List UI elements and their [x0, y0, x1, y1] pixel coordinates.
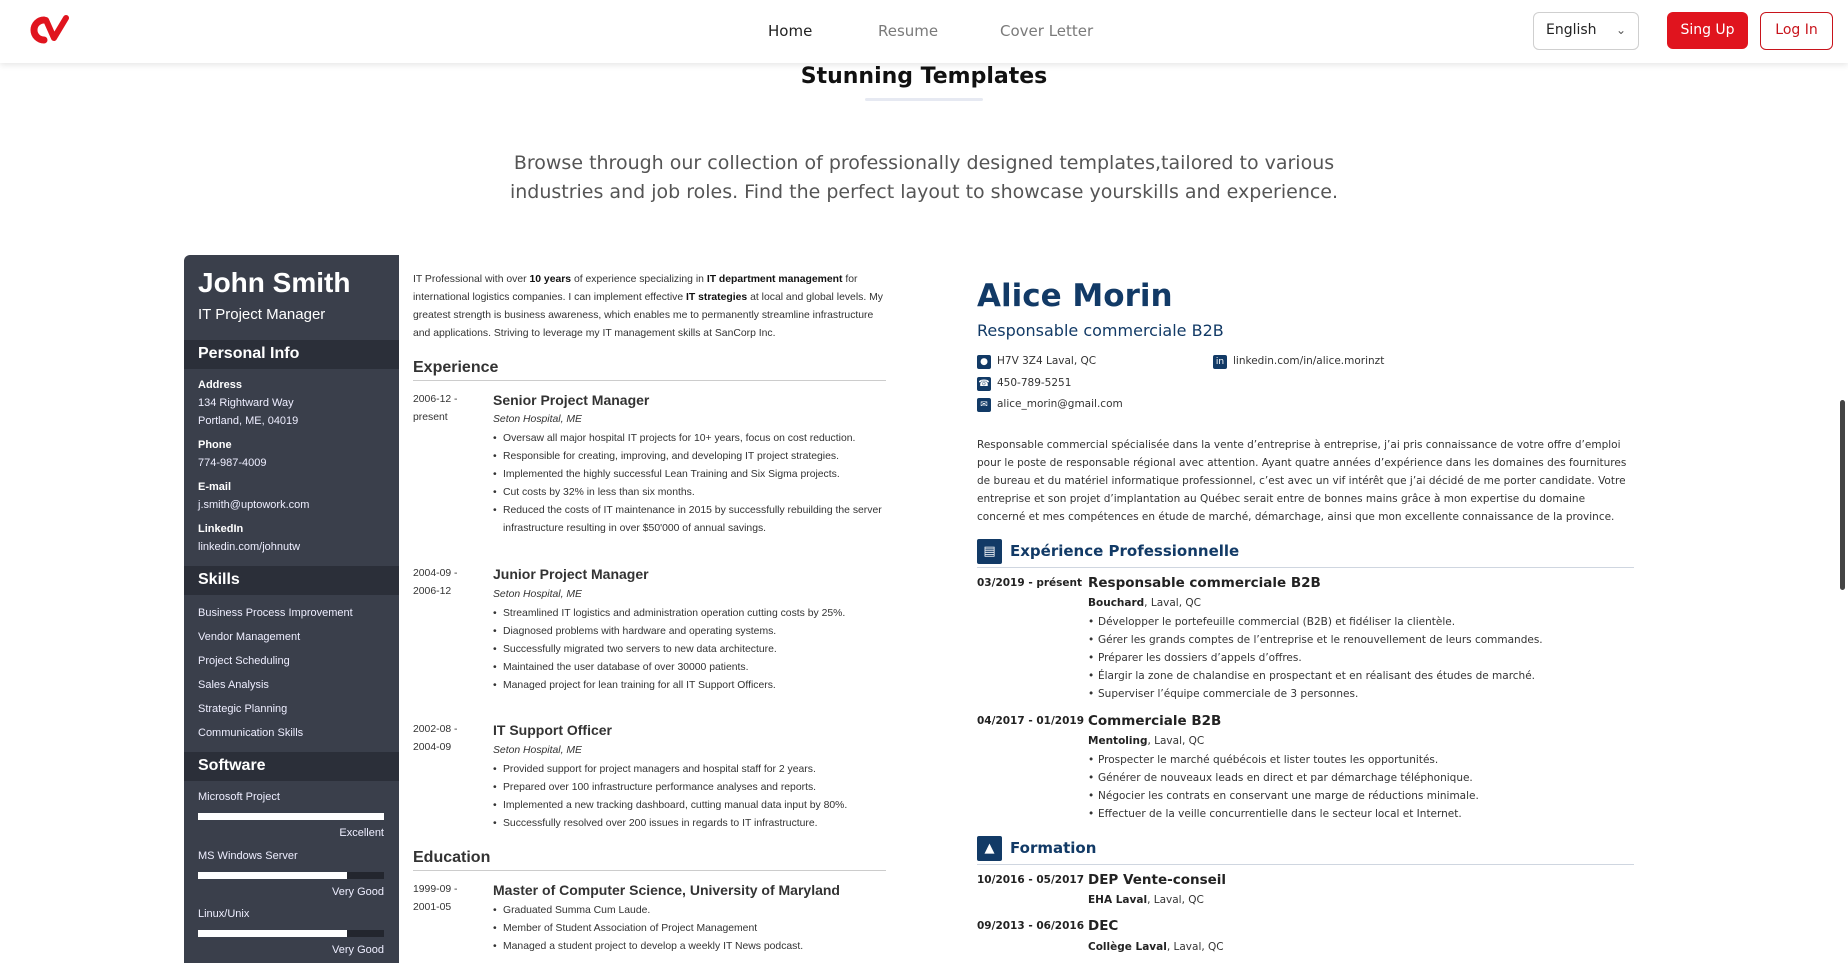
- address-label: Address: [198, 379, 243, 391]
- personal-info-heading: Personal Info: [184, 340, 399, 369]
- skill-item: Project Scheduling: [198, 655, 290, 667]
- job-bullets: • Streamlined IT logistics and administration operation cutting costs by 25%. • Diagnosed problems with hardware and operating systems. • Successfully migrated two servers to new data architecture. • Maintained the user database of over 30000 patients. • Managed project for lean training for all IT Support Officers.: [493, 605, 883, 695]
- education-bullets: • Graduated Summa Cum Laude. • Member of Student Association of Project Management • Managed a student project to develop a weekly IT News podcast.: [493, 902, 883, 956]
- section-title: Stunning Templates: [800, 64, 1048, 89]
- phone-icon: ☎: [978, 379, 990, 389]
- job-bullets: • Développer le portefeuille commercial (B2B) et fidéliser la clientèle. • Gérer les grands comptes de l’entreprise et le renouvellement de leurs commandes. • Préparer les dossiers d’appels d’offres. • Élargir la zone de chalandise en prospectant et en réalisant des études de marché. • Superviser l’équipe commerciale de 3 personnes.: [1088, 613, 1648, 703]
- resume-sidebar: [184, 255, 399, 963]
- briefcase-icon: ▤: [977, 539, 1002, 564]
- education-school: Collège Laval, Laval, QC: [1088, 941, 1224, 953]
- graduation-cap-icon: ▲: [977, 836, 1002, 861]
- software-name: Linux/Unix: [198, 908, 250, 920]
- chevron-down-icon: ⌄: [1615, 23, 1626, 37]
- skill-item: Sales Analysis: [198, 679, 269, 691]
- education-school: EHA Laval, Laval, QC: [1088, 894, 1204, 906]
- linkedin-label: LinkedIn: [198, 523, 244, 535]
- job-title: Junior Project Manager: [493, 566, 649, 582]
- top-navbar: [0, 0, 1848, 63]
- job-title: Commerciale B2B: [1088, 713, 1222, 729]
- phone-value: 450-789-5251: [997, 377, 1072, 389]
- login-button[interactable]: Log In: [1760, 12, 1833, 50]
- address-line-2: Portland, ME, 04019: [198, 415, 299, 427]
- skills-heading: Skills: [184, 566, 399, 595]
- title-underline: [865, 98, 983, 101]
- job-bullets: • Oversaw all major hospital IT projects for 10+ years, focus on cost reduction. • Responsible for creating, improving, and developing IT project strategies. • Implemented the highly successful Lean Training and Six Sigma projects. • Cut costs by 32% in less than six months. • Reduced the costs of IT maintenance in 2015 by successfully rebuilding the server infrastructure resulting in over $50'000 of annual savings.: [493, 430, 883, 538]
- resume-main: [413, 255, 886, 963]
- skill-item: Communication Skills: [198, 727, 304, 739]
- job-org: Seton Hospital, ME: [493, 745, 582, 756]
- nav-home[interactable]: Home: [768, 22, 813, 40]
- cv-logo-icon[interactable]: [24, 14, 70, 46]
- job-title: Responsable commerciale B2B: [1088, 575, 1321, 591]
- software-name: MS Windows Server: [198, 850, 298, 862]
- education-title: DEC: [1088, 918, 1119, 934]
- software-level: Very Good: [332, 886, 384, 898]
- phone-label: Phone: [198, 439, 232, 451]
- job-title: Senior Project Manager: [493, 392, 650, 408]
- resume-name: John Smith: [198, 267, 351, 298]
- language-value: English: [1546, 22, 1597, 38]
- language-select[interactable]: [1533, 12, 1639, 50]
- mail-icon: ✉: [977, 398, 991, 412]
- software-name: Microsoft Project: [198, 791, 280, 803]
- resume-template-john-smith[interactable]: [184, 255, 886, 963]
- job-bullets: • Prospecter le marché québécois et lister toutes les opportunités. • Générer de nouveaux leads en direct et par démarchage téléphonique. • Négocier les contrats en conservant une marge de réductions minimale. • Effectuer de la veille concurrentielle dans le secteur local et Internet.: [1088, 751, 1648, 823]
- location-pin-icon: ●: [977, 355, 991, 369]
- education-title: DEP Vente-conseil: [1088, 872, 1227, 888]
- linkedin-value: linkedin.com/johnutw: [198, 541, 301, 553]
- education-heading: ▲ Formation: [977, 839, 1634, 865]
- resume-template-alice-morin[interactable]: [960, 255, 1660, 963]
- section-description: Browse through our collection of professionally designed templates,tailored to various industries and job roles. Find the perfect layout to showcase yourskills and experience.: [509, 152, 1339, 203]
- education-heading: Education: [413, 849, 886, 871]
- resume-summary: Responsable commercial spécialisée dans la vente d’entreprise à entreprise, j’ai pris connaissance de votre offre d’emploi pour le poste de responsable régional avec attention. Ayant quatre années d’expérience dans les domaines des fournitures de bureau et du matériel informatique professionnel, c’est avec un vif intérêt que j’ai décidé de me porter candidate. Votre entreprise et son projet d’implantation au Québec serait entre de bonnes mains grâce à mon expertise du domaine concerné et mes compétences en étude de marché, démarchage, ainsi que mon excellente connaissance de la province.: [977, 439, 1627, 523]
- email-value: alice_morin@gmail.com: [997, 398, 1123, 410]
- software-heading: Software: [184, 752, 399, 781]
- resume-role: Responsable commerciale B2B: [977, 321, 1224, 340]
- experience-heading: ▤ Expérience Professionnelle: [977, 542, 1634, 568]
- software-level-bar: [198, 930, 384, 937]
- linkedin-value: linkedin.com/in/alice.morinzt: [1233, 355, 1385, 367]
- job-date: 04/2017 - 01/2019: [977, 715, 1085, 727]
- linkedin-icon: in: [1213, 355, 1227, 369]
- job-date: 2004-09 - 2006-12: [413, 568, 458, 597]
- nav-resume[interactable]: Resume: [878, 22, 939, 40]
- address-value: H7V 3Z4 Laval, QC: [997, 355, 1097, 367]
- phone-value: 774-987-4009: [198, 457, 267, 469]
- job-date: 03/2019 - présent: [977, 577, 1083, 589]
- job-org: Seton Hospital, ME: [493, 414, 582, 425]
- education-title: Master of Computer Science, University of Maryland: [493, 882, 840, 898]
- software-level-bar: [198, 872, 384, 879]
- resume-summary: IT Professional with over 10 years of experience specializing in IT department management for international logistics companies. I can implement effective IT strategies at local and global levels. My greatest strength is business awareness, which enables me to permanently streamline infrastructure and applications. Striving to leverage my IT management skills at SanCorp Inc.: [413, 274, 883, 339]
- address-line-1: 134 Rightward Way: [198, 397, 294, 409]
- resume-role: IT Project Manager: [198, 306, 326, 323]
- education-date: 09/2013 - 06/2016: [977, 920, 1085, 932]
- job-bullets: • Provided support for project managers and hospital staff for 2 years. • Prepared over 100 infrastructure performance analyses and reports. • Implemented a new tracking dashboard, cutting manual data input by 80%. • Successfully resolved over 200 issues in regards to IT infrastructure.: [493, 761, 883, 833]
- job-title: IT Support Officer: [493, 722, 612, 738]
- job-date: 2002-08 - 2004-09: [413, 724, 458, 753]
- job-org: Bouchard, Laval, QC: [1088, 597, 1201, 609]
- software-level: Excellent: [339, 827, 384, 839]
- experience-heading: Experience: [413, 359, 886, 381]
- signup-button[interactable]: Sing Up: [1667, 12, 1748, 49]
- email-value: j.smith@uptowork.com: [198, 499, 310, 511]
- job-date: 2006-12 - present: [413, 394, 458, 423]
- page-scrollbar[interactable]: [1840, 400, 1845, 590]
- job-org: Mentoling, Laval, QC: [1088, 735, 1205, 747]
- resume-name: Alice Morin: [977, 278, 1173, 314]
- skill-item: Strategic Planning: [198, 703, 288, 715]
- skill-item: Business Process Improvement: [198, 607, 353, 619]
- nav-cover-letter[interactable]: Cover Letter: [1000, 22, 1094, 40]
- education-date: 1999-09 - 2001-05: [413, 884, 458, 913]
- education-date: 10/2016 - 05/2017: [977, 874, 1085, 886]
- job-org: Seton Hospital, ME: [493, 589, 582, 600]
- skill-item: Vendor Management: [198, 631, 301, 643]
- software-level-bar: [198, 813, 384, 820]
- email-label: E-mail: [198, 481, 232, 493]
- software-level: Very Good: [332, 944, 384, 956]
